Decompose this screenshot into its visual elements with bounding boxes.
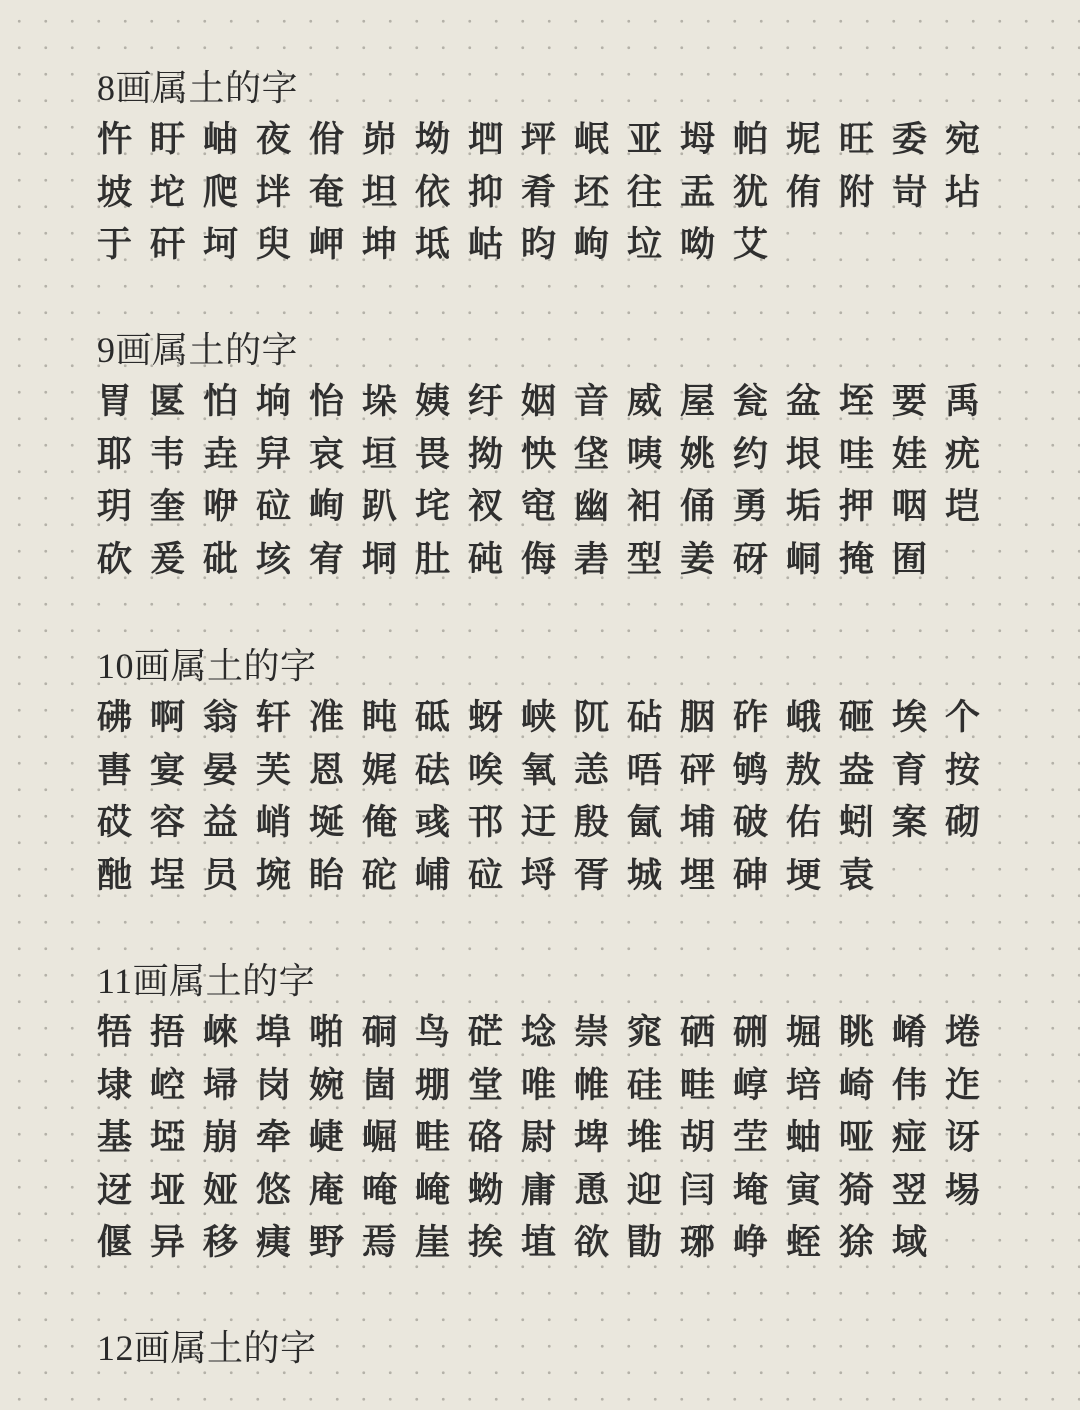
char-item: 埋 xyxy=(680,854,716,896)
char-item: 峁 xyxy=(362,119,398,160)
char-item: 爬 xyxy=(203,171,239,213)
char-item: 砬 xyxy=(256,486,292,528)
char-item: 音 xyxy=(574,381,610,422)
char-item: 坯 xyxy=(574,171,610,213)
char-item: 呦 xyxy=(680,224,716,266)
char-item: 委 xyxy=(892,119,928,160)
char-item: 恿 xyxy=(574,1169,610,1211)
char-item: 埂 xyxy=(786,854,822,896)
char-item: 埠 xyxy=(256,1012,292,1053)
char-item: 垣 xyxy=(362,433,398,475)
char-item: 员 xyxy=(203,854,239,896)
char-item: 悠 xyxy=(256,1169,292,1211)
char-item: 峬 xyxy=(415,854,451,896)
char-item: 焉 xyxy=(362,1222,398,1264)
char-item: 晏 xyxy=(203,749,239,791)
char-item: 域 xyxy=(892,1222,928,1264)
char-item: 尉 xyxy=(521,1117,557,1159)
char-item: 宛 xyxy=(945,119,981,160)
char-item: 蛭 xyxy=(786,1222,822,1264)
char-item: 崖 xyxy=(415,1222,451,1264)
char-item: 砷 xyxy=(733,854,769,896)
char-item: 崩 xyxy=(203,1117,239,1159)
char-item: 埢 xyxy=(945,1012,981,1053)
char-item: 犹 xyxy=(733,171,769,213)
char-item: 掩 xyxy=(839,538,875,580)
char-item: 寅 xyxy=(786,1169,822,1211)
char-item: 崛 xyxy=(362,1117,398,1159)
char-item: 阢 xyxy=(574,697,610,738)
char-item: 茔 xyxy=(733,1117,769,1159)
char-item: 怡 xyxy=(309,381,345,422)
char-item: 衵 xyxy=(627,486,663,528)
char-item: 埒 xyxy=(521,854,557,896)
char-item: 往 xyxy=(627,171,663,213)
char-grid xyxy=(97,692,998,902)
char-item: 氤 xyxy=(627,802,663,844)
char-item: 坨 xyxy=(150,171,186,213)
section-title: 10画属土的字 xyxy=(97,646,317,686)
char-item: 唵 xyxy=(362,1169,398,1211)
char-item: 砝 xyxy=(415,749,451,791)
section-title: 11画属土的字 xyxy=(97,961,316,1001)
char-item: 附 xyxy=(839,171,875,213)
char-item: 酏 xyxy=(97,854,133,896)
char-item: 垠 xyxy=(786,433,822,475)
char-item: 移 xyxy=(203,1222,239,1264)
char-item: 崍 xyxy=(203,1012,239,1053)
char-item: 砟 xyxy=(733,697,769,738)
char-item: 庸 xyxy=(521,1169,557,1211)
stroke-section-9 xyxy=(97,324,997,586)
char-item: 砬 xyxy=(468,854,504,896)
char-item: 俺 xyxy=(362,802,398,844)
char-item: 抑 xyxy=(468,171,504,213)
char-item: 玥 xyxy=(97,486,133,528)
char-item: 姻 xyxy=(521,381,557,422)
char-item: 硅 xyxy=(627,1064,663,1106)
char-item: 崎 xyxy=(839,1064,875,1106)
char-item: 坭 xyxy=(786,119,822,160)
char-item: 纡 xyxy=(468,381,504,422)
char-item: 峭 xyxy=(256,802,292,844)
char-item: 迓 xyxy=(97,1169,133,1211)
char-grid xyxy=(97,1007,998,1270)
char-item: 畏 xyxy=(415,433,451,475)
char-item: 帷 xyxy=(574,1064,610,1106)
char-grid xyxy=(97,114,998,272)
char-item: 邗 xyxy=(468,802,504,844)
char-item: 坳 xyxy=(415,119,451,160)
char-item: 坫 xyxy=(945,171,981,213)
char-item: 砰 xyxy=(680,749,716,791)
char-item: 佾 xyxy=(309,119,345,160)
char-item: 岣 xyxy=(574,224,610,266)
char-item: 砑 xyxy=(733,538,769,580)
char-item: 舁 xyxy=(256,433,292,475)
char-item: 埦 xyxy=(256,854,292,896)
char-item: 趴 xyxy=(362,486,398,528)
char-item: 胃 xyxy=(97,381,133,422)
char-item: 匽 xyxy=(150,381,186,422)
char-item: 讶 xyxy=(945,1117,981,1159)
char-item: 偃 xyxy=(97,1222,133,1264)
char-item: 约 xyxy=(733,433,769,475)
char-item: 堂 xyxy=(468,1064,504,1106)
section-title: 8画属土的字 xyxy=(97,68,299,108)
char-item: 垧 xyxy=(256,381,292,422)
char-item: 翁 xyxy=(203,697,239,738)
char-item: 拗 xyxy=(468,433,504,475)
char-item: 眙 xyxy=(309,854,345,896)
char-item: 城 xyxy=(627,854,663,896)
char-item: 按 xyxy=(945,749,981,791)
char-item: 猗 xyxy=(839,1169,875,1211)
char-item: 垤 xyxy=(839,381,875,422)
char-item: 异 xyxy=(150,1222,186,1264)
char-item: 肚 xyxy=(415,538,451,580)
char-item: 迮 xyxy=(945,1064,981,1106)
char-item: 砌 xyxy=(945,802,981,844)
char-item: 捂 xyxy=(150,1012,186,1053)
char-item: 忤 xyxy=(97,119,133,160)
char-item: 峨 xyxy=(786,697,822,738)
char-item: 垡 xyxy=(574,433,610,475)
char-item: 哇 xyxy=(839,433,875,475)
char-item: 勖 xyxy=(627,1222,663,1264)
char-item: 咦 xyxy=(627,433,663,475)
char-item: 要 xyxy=(892,381,928,422)
char-item: 坷 xyxy=(203,224,239,266)
char-item: 案 xyxy=(892,802,928,844)
char-item: 眺 xyxy=(839,1012,875,1053)
char-item: 臾 xyxy=(256,224,292,266)
char-item: 奄 xyxy=(309,171,345,213)
char-item: 胭 xyxy=(680,697,716,738)
char-item: 畦 xyxy=(680,1064,716,1106)
char-item: 欲 xyxy=(574,1222,610,1264)
char-item: 佑 xyxy=(786,802,822,844)
char-item: 硭 xyxy=(468,1012,504,1053)
char-item: 庵 xyxy=(309,1169,345,1211)
char-item: 牾 xyxy=(97,1012,133,1053)
stroke-section-11 xyxy=(97,955,997,1270)
char-item: 窀 xyxy=(521,486,557,528)
char-item: 唯 xyxy=(521,1064,557,1106)
section-title: 12画属土的字 xyxy=(97,1328,317,1368)
char-item: 峋 xyxy=(309,486,345,528)
char-item: 峡 xyxy=(521,697,557,738)
char-item: 埽 xyxy=(203,1064,239,1106)
char-item: 坻 xyxy=(415,224,451,266)
char-item: 屋 xyxy=(680,381,716,422)
char-item: 哀 xyxy=(309,433,345,475)
char-item: 氧 xyxy=(521,749,557,791)
char-item: 破 xyxy=(733,802,769,844)
char-item: 容 xyxy=(150,802,186,844)
char-item: 迂 xyxy=(521,802,557,844)
char-item: 盱 xyxy=(150,119,186,160)
char-item: 韦 xyxy=(150,433,186,475)
char-item: 疣 xyxy=(945,433,981,475)
char-item: 垃 xyxy=(627,224,663,266)
char-item: 蚴 xyxy=(468,1169,504,1211)
char-item: 押 xyxy=(839,486,875,528)
char-item: 崤 xyxy=(892,1012,928,1053)
char-item: 坤 xyxy=(362,224,398,266)
char-item: 姨 xyxy=(415,381,451,422)
char-item: 啊 xyxy=(150,697,186,738)
char-item: 于 xyxy=(97,224,133,266)
char-item: 埝 xyxy=(521,1012,557,1053)
char-item: 硎 xyxy=(733,1012,769,1053)
char-item: 娅 xyxy=(203,1169,239,1211)
char-item: 亚 xyxy=(627,119,663,160)
char-item: 硒 xyxy=(680,1012,716,1053)
char-item: 岫 xyxy=(203,119,239,160)
char-item: 迎 xyxy=(627,1169,663,1211)
char-item: 帕 xyxy=(733,119,769,160)
char-item: 硌 xyxy=(468,1117,504,1159)
char-item: 盆 xyxy=(786,381,822,422)
char-item: 恩 xyxy=(309,749,345,791)
char-item: 勇 xyxy=(733,486,769,528)
char-item: 峥 xyxy=(733,1222,769,1264)
char-item: 砧 xyxy=(627,697,663,738)
char-item: 琊 xyxy=(680,1222,716,1264)
char-item: 牵 xyxy=(256,1117,292,1159)
char-item: 坡 xyxy=(97,171,133,213)
char-item: 砘 xyxy=(468,538,504,580)
char-item: 爰 xyxy=(150,538,186,580)
char-item: 肴 xyxy=(521,171,557,213)
char-item: 姚 xyxy=(680,433,716,475)
char-item: 胥 xyxy=(574,854,610,896)
char-item: 怏 xyxy=(521,433,557,475)
char-item: 盎 xyxy=(839,749,875,791)
char-item: 鸟 xyxy=(415,1012,451,1053)
char-item: 轩 xyxy=(256,697,292,738)
char-item: 俑 xyxy=(680,486,716,528)
char-item: 威 xyxy=(627,381,663,422)
char-item: 奎 xyxy=(150,486,186,528)
char-item: 砣 xyxy=(362,854,398,896)
char-item: 咽 xyxy=(892,486,928,528)
char-item: 蚜 xyxy=(468,697,504,738)
char-item: 夜 xyxy=(256,119,292,160)
char-item: 侮 xyxy=(521,538,557,580)
char-item: 基 xyxy=(97,1117,133,1159)
char-item: 崞 xyxy=(733,1064,769,1106)
char-item: 埕 xyxy=(150,854,186,896)
char-item: 痖 xyxy=(892,1117,928,1159)
char-item: 娓 xyxy=(362,749,398,791)
char-item: 鸲 xyxy=(733,749,769,791)
char-item: 恙 xyxy=(574,749,610,791)
char-item: 坪 xyxy=(521,119,557,160)
char-item: 岬 xyxy=(309,224,345,266)
char-item: 殷 xyxy=(574,802,610,844)
char-item: 岵 xyxy=(468,224,504,266)
char-item: 垭 xyxy=(150,1169,186,1211)
char-item: 狳 xyxy=(839,1222,875,1264)
char-item: 埸 xyxy=(945,1169,981,1211)
char-item: 袁 xyxy=(839,854,875,896)
char-item: 崦 xyxy=(415,1169,451,1211)
char-item: 彧 xyxy=(415,802,451,844)
char-item: 堆 xyxy=(627,1117,663,1159)
char-item: 崆 xyxy=(150,1064,186,1106)
char-item: 依 xyxy=(415,171,451,213)
char-item: 蚰 xyxy=(786,1117,822,1159)
char-item: 埡 xyxy=(150,1117,186,1159)
char-item: 野 xyxy=(309,1222,345,1264)
char-item: 矸 xyxy=(150,224,186,266)
char-item: 个 xyxy=(945,697,981,738)
char-item: 埏 xyxy=(309,802,345,844)
char-item: 垛 xyxy=(362,381,398,422)
char-item: 囿 xyxy=(892,538,928,580)
char-item: 盹 xyxy=(362,697,398,738)
char-item: 岗 xyxy=(256,1064,292,1106)
char-item: 旺 xyxy=(839,119,875,160)
char-item: 禹 xyxy=(945,381,981,422)
char-item: 宥 xyxy=(309,538,345,580)
char-item: 姜 xyxy=(680,538,716,580)
char-item: 胡 xyxy=(680,1117,716,1159)
char-item: 幽 xyxy=(574,486,610,528)
char-item: 翌 xyxy=(892,1169,928,1211)
char-item: 垢 xyxy=(786,486,822,528)
char-grid xyxy=(97,376,998,586)
char-item: 埭 xyxy=(97,1064,133,1106)
char-item: 埔 xyxy=(680,802,716,844)
char-item: 哑 xyxy=(839,1117,875,1159)
char-item: 峒 xyxy=(786,538,822,580)
char-item: 芙 xyxy=(256,749,292,791)
char-item: 蚓 xyxy=(839,802,875,844)
char-item: 艾 xyxy=(733,224,769,266)
char-item: 坶 xyxy=(680,119,716,160)
char-item: 培 xyxy=(786,1064,822,1106)
char-item: 崇 xyxy=(574,1012,610,1053)
char-item: 坢 xyxy=(256,171,292,213)
char-item: 垓 xyxy=(256,538,292,580)
char-item: 窕 xyxy=(627,1012,663,1053)
char-item: 坦 xyxy=(362,171,398,213)
char-item: 敖 xyxy=(786,749,822,791)
char-item: 咿 xyxy=(203,486,239,528)
char-item: 堀 xyxy=(786,1012,822,1053)
char-item: 侑 xyxy=(786,171,822,213)
char-item: 岢 xyxy=(892,171,928,213)
char-item: 畦 xyxy=(415,1117,451,1159)
char-item: 軎 xyxy=(97,749,133,791)
char-item: 育 xyxy=(892,749,928,791)
char-item: 砍 xyxy=(97,538,133,580)
char-item: 垇 xyxy=(468,119,504,160)
char-item: 宴 xyxy=(150,749,186,791)
char-item: 型 xyxy=(627,538,663,580)
char-item: 娃 xyxy=(892,433,928,475)
char-item: 怕 xyxy=(203,381,239,422)
char-item: 埯 xyxy=(733,1169,769,1211)
char-item: 痍 xyxy=(256,1222,292,1264)
char-item: 埴 xyxy=(521,1222,557,1264)
char-item: 垞 xyxy=(415,486,451,528)
char-item: 挨 xyxy=(468,1222,504,1264)
char-item: 唉 xyxy=(468,749,504,791)
char-item: 垌 xyxy=(362,538,398,580)
char-item: 堋 xyxy=(415,1064,451,1106)
char-item: 砩 xyxy=(97,697,133,738)
char-item: 硐 xyxy=(362,1012,398,1053)
char-item: 砸 xyxy=(839,697,875,738)
stroke-section-10 xyxy=(97,640,997,902)
char-item: 益 xyxy=(203,802,239,844)
char-item: 崨 xyxy=(309,1117,345,1159)
char-item: 埃 xyxy=(892,697,928,738)
char-item: 衩 xyxy=(468,486,504,528)
char-item: 耶 xyxy=(97,433,133,475)
char-item: 啪 xyxy=(309,1012,345,1053)
char-item: 垚 xyxy=(203,433,239,475)
char-item: 伟 xyxy=(892,1064,928,1106)
char-item: 闫 xyxy=(680,1169,716,1211)
stroke-section-8 xyxy=(97,62,997,272)
char-item: 唔 xyxy=(627,749,663,791)
stroke-section-12 xyxy=(97,1322,997,1374)
char-item: 婉 xyxy=(309,1064,345,1106)
char-item: 盂 xyxy=(680,171,716,213)
char-item: 砒 xyxy=(203,538,239,580)
char-item: 崮 xyxy=(362,1064,398,1106)
char-item: 垲 xyxy=(945,486,981,528)
char-item: 砉 xyxy=(574,538,610,580)
char-item: 岷 xyxy=(574,119,610,160)
char-item: 埤 xyxy=(574,1117,610,1159)
char-item: 昀 xyxy=(521,224,557,266)
char-item: 瓮 xyxy=(733,381,769,422)
char-item: 砹 xyxy=(97,802,133,844)
char-item: 砥 xyxy=(415,697,451,738)
char-item: 准 xyxy=(309,697,345,738)
section-title: 9画属土的字 xyxy=(97,330,299,370)
